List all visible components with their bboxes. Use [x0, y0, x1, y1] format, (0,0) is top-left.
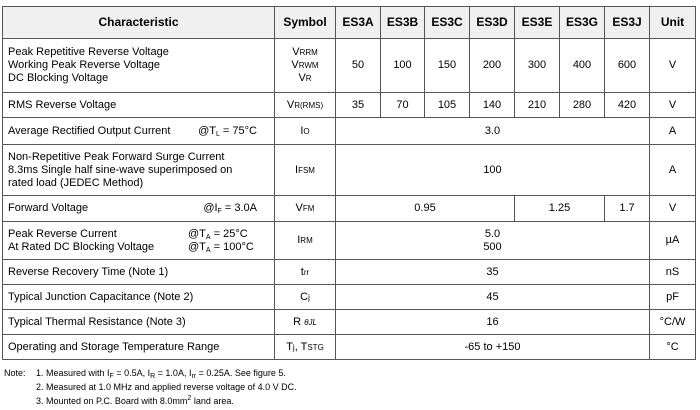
table-row-temperature — [3, 335, 696, 360]
table-cell: 100 — [381, 39, 425, 93]
symbol-subscript: rr — [303, 267, 310, 277]
table-cell: 70 — [381, 93, 425, 118]
header-part-es3d: ES3D — [470, 7, 515, 39]
table-cell: 3.0 — [336, 118, 650, 145]
header-row — [3, 7, 696, 39]
symbol-letter: R — [293, 315, 302, 328]
table-row-surge-current — [3, 145, 696, 196]
unit-cell: V — [650, 196, 696, 222]
footnote-2-text: 2. Measured at 1.0 MHz and applied reverse voltage of 4.0 V DC. — [36, 382, 297, 392]
table-cell: 140 — [470, 93, 515, 118]
header-part-es3g: ES3G — [560, 7, 605, 39]
condition-text: = 25°C — [210, 227, 248, 240]
symbol-letter: I — [300, 124, 304, 137]
symbol-letter: V — [291, 59, 299, 71]
symbol-subscript: RRM — [299, 48, 318, 57]
thermal-characteristic: Typical Thermal Resistance (Note 3) — [3, 310, 275, 335]
rms-characteristic: RMS Reverse Voltage — [3, 93, 275, 118]
unit-cell: °C — [650, 335, 696, 360]
voltage-line: Peak Repetitive Reverse Voltage — [8, 46, 169, 58]
table-row-rms — [3, 93, 696, 118]
unit-cell: A — [650, 118, 696, 145]
table-row-average-current — [3, 118, 696, 145]
note-text: = 1.0A, I — [155, 368, 192, 378]
symbol-letter: C — [300, 290, 309, 303]
reverse-current-symbol — [275, 222, 336, 260]
reverse-current-characteristic — [3, 222, 275, 260]
table-cell: 1.7 — [605, 196, 650, 222]
footnote-2 — [4, 380, 297, 394]
reverse-current-line: At Rated DC Blocking Voltage — [8, 240, 155, 253]
reverse-current-condition — [188, 241, 260, 254]
avg-current-symbol — [275, 118, 336, 145]
recovery-symbol — [275, 260, 336, 285]
footnote-1 — [4, 366, 297, 380]
unit-cell: µA — [650, 222, 696, 260]
unit-cell: °C/W — [650, 310, 696, 335]
symbol-subscript: j — [292, 342, 295, 352]
symbol-subscript: θJL — [304, 317, 317, 327]
table-row-forward-voltage — [3, 196, 696, 222]
table-row-recovery-time — [3, 260, 696, 285]
table-cell: 1.25 — [515, 196, 605, 222]
table-cell: 300 — [515, 39, 560, 93]
footnote-3 — [4, 394, 297, 408]
header-symbol: Symbol — [275, 7, 336, 39]
table-cell: 150 — [425, 39, 470, 93]
unit-cell: nS — [650, 260, 696, 285]
symbol-letter: V — [292, 46, 300, 58]
condition-text: @T — [188, 227, 206, 240]
symbol-letter: V — [286, 98, 295, 111]
condition-text: @T — [188, 240, 206, 253]
capacitance-characteristic: Typical Junction Capacitance (Note 2) — [3, 285, 275, 310]
table-cell: 35 — [336, 93, 381, 118]
table-cell: 400 — [560, 39, 605, 93]
forward-voltage-characteristic — [3, 196, 275, 222]
condition-text: = 75°C — [219, 124, 257, 137]
condition-text: @I — [203, 202, 218, 214]
avg-current-label: Average Rectified Output Current — [8, 124, 171, 137]
symbol-subscript: RWM — [298, 61, 319, 70]
note-text: 1. Measured with I — [36, 368, 110, 378]
note-text: = 0.5A, I — [113, 368, 151, 378]
surge-line: Non-Repetitive Peak Forward Surge Current — [8, 150, 225, 163]
header-part-es3b: ES3B — [381, 7, 425, 39]
header-part-es3a: ES3A — [336, 7, 381, 39]
footnote-1-text — [36, 366, 286, 380]
table-row-capacitance — [3, 285, 696, 310]
condition-text: @T — [198, 124, 216, 137]
unit-cell: pF — [650, 285, 696, 310]
condition-subscript: A — [205, 246, 211, 254]
note-subscript: rr — [191, 373, 197, 380]
header-part-es3c: ES3C — [425, 7, 470, 39]
table-row-reverse-current — [3, 222, 696, 260]
header-characteristic: Characteristic — [3, 7, 275, 39]
unit-cell: V — [650, 93, 696, 118]
symbol-subscript: R(RMS) — [294, 100, 324, 110]
header-part-es3e: ES3E — [515, 7, 560, 39]
voltage-symbols — [275, 39, 336, 93]
table-row-voltage — [3, 39, 696, 93]
note-text: = 0.25A. See figure 5. — [196, 368, 286, 378]
surge-characteristic — [3, 145, 275, 196]
rms-symbol — [275, 93, 336, 118]
recovery-characteristic: Reverse Recovery Time (Note 1) — [3, 260, 275, 285]
symbol-subscript: FM — [302, 204, 315, 213]
symbol-subscript: STG — [307, 342, 324, 352]
reverse-current-values — [336, 222, 650, 260]
note-indent — [4, 394, 36, 408]
symbol-subscript: FSM — [298, 165, 315, 175]
condition-text: = 100°C — [210, 240, 254, 253]
thermal-symbol — [275, 310, 336, 335]
surge-line: rated load (JEDEC Method) — [8, 176, 144, 189]
note-text: land area. — [191, 396, 234, 406]
symbol-letter: T — [286, 340, 293, 353]
voltage-line: Working Peak Reverse Voltage — [8, 59, 161, 71]
table-cell: 280 — [560, 93, 605, 118]
footnote-3-text — [36, 394, 234, 408]
symbol-letter: I — [295, 163, 299, 176]
note-subscript: R — [150, 373, 156, 380]
temperature-symbol — [275, 335, 336, 360]
table-cell: 200 — [470, 39, 515, 93]
symbol-subscript: O — [303, 126, 310, 136]
symbol-letter: I — [297, 234, 301, 246]
table-cell: 210 — [515, 93, 560, 118]
table-row-thermal-resistance — [3, 310, 696, 335]
avg-current-characteristic — [3, 118, 275, 145]
reverse-current-line: Peak Reverse Current — [8, 227, 117, 240]
table-cell: 105 — [425, 93, 470, 118]
symbol-letter: , T — [294, 340, 308, 353]
temperature-characteristic: Operating and Storage Temperature Range — [3, 335, 275, 360]
note-text: 3. Mounted on P.C. Board with 8.0mm — [36, 396, 188, 406]
forward-voltage-symbol — [275, 196, 336, 222]
condition-subscript: L — [215, 130, 220, 138]
table-cell: -65 to +150 — [336, 335, 650, 360]
table-cell: 16 — [336, 310, 650, 335]
symbol-letter: V — [298, 72, 306, 84]
table-cell: 0.95 — [336, 196, 515, 222]
reverse-current-condition — [188, 228, 260, 241]
condition-text: = 3.0A — [221, 202, 257, 214]
forward-voltage-condition — [203, 202, 257, 215]
avg-current-condition — [198, 125, 257, 138]
unit-cell: V — [650, 39, 696, 93]
symbol-subscript: RM — [300, 236, 313, 245]
surge-symbol — [275, 145, 336, 196]
condition-subscript: F — [217, 208, 222, 215]
note-superscript: 2 — [187, 395, 192, 402]
table-cell: 420 — [605, 93, 650, 118]
table-cell: 35 — [336, 260, 650, 285]
voltage-characteristic — [3, 39, 275, 93]
voltage-line: DC Blocking Voltage — [8, 72, 109, 84]
table-cell: 500 — [483, 240, 502, 253]
table-cell: 5.0 — [484, 227, 501, 240]
forward-voltage-label: Forward Voltage — [8, 202, 89, 214]
note-subscript: F — [109, 373, 114, 380]
table-cell: 45 — [336, 285, 650, 310]
symbol-subscript: j — [308, 292, 310, 302]
electrical-characteristics-table — [2, 6, 696, 360]
header-part-es3j: ES3J — [605, 7, 650, 39]
symbol-subscript: R — [305, 74, 312, 83]
table-cell: 600 — [605, 39, 650, 93]
condition-subscript: A — [205, 233, 211, 241]
symbol-letter: V — [295, 202, 303, 214]
header-unit: Unit — [650, 7, 696, 39]
surge-line: 8.3ms Single half sine-wave superimposed on — [8, 163, 233, 176]
footnotes — [4, 366, 297, 408]
unit-cell: A — [650, 145, 696, 196]
note-indent — [4, 380, 36, 394]
table-cell: 100 — [336, 145, 650, 196]
notes-lead: Note: — [4, 368, 26, 378]
capacitance-symbol — [275, 285, 336, 310]
symbol-letter: t — [300, 265, 304, 278]
table-cell: 50 — [336, 39, 381, 93]
